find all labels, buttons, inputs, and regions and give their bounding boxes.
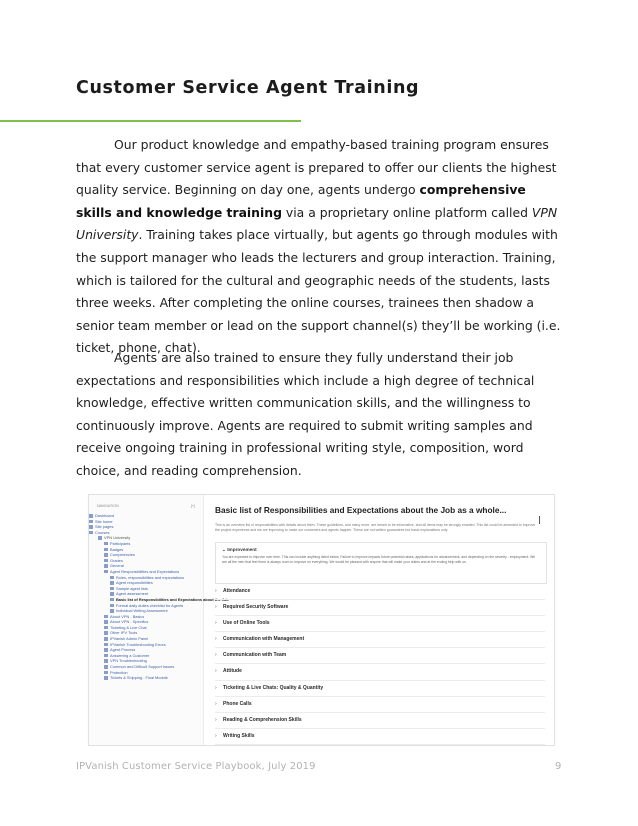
section-row: [215, 632, 545, 648]
nav-item-icon: [104, 659, 108, 663]
nav-item-icon: [110, 581, 114, 585]
page-number: 9: [555, 761, 562, 772]
vpn-university-name: VPN University: [76, 204, 558, 243]
nav-item-icon: [104, 637, 108, 641]
improvement-panel: [215, 542, 547, 584]
navigation-collapse-control: [+]: [190, 504, 195, 508]
nav-item-label: Tickets & Shipping - Final Module: [110, 675, 168, 681]
nav-item-icon: [104, 615, 108, 619]
nav-item-icon: [104, 553, 108, 557]
nav-item-icon: [89, 525, 93, 529]
nav-item-label: Badges: [110, 546, 124, 552]
section-label: Reading & Comprehension Skills: [223, 716, 302, 723]
nav-item-label: Site home: [95, 518, 113, 524]
section-row: [215, 697, 545, 713]
chevron-right-icon: ›: [215, 700, 217, 707]
expectations-paragraph: Agents are also trained to ensure they fully understand their job expectations and responsibilities which include a high degree of technical knowledge, effective written communication skills, and the willingness to continuously improve. Agents are required to submit writing samples and receive ongoing training in professional writing style, composition, word choice, and reading comprehension.: [76, 350, 535, 478]
nav-item-icon: [104, 648, 108, 652]
chevron-right-icon: ›: [215, 732, 217, 739]
nav-item: [89, 675, 203, 681]
course-page-title: Basic list of Responsibilities and Expectations about the Job as a whole...: [215, 505, 507, 515]
section-row: [215, 681, 545, 697]
nav-item-icon: [104, 564, 108, 568]
nav-item-label: Ticketing & Live Chat: [110, 624, 147, 630]
chevron-right-icon: ›: [215, 668, 217, 675]
chevron-right-icon: ›: [215, 652, 217, 659]
nav-item-label: Courses: [95, 529, 110, 535]
p1-text-b: via a proprietary online platform called: [281, 204, 532, 220]
nav-item-icon: [104, 626, 108, 630]
navigation-heading: [97, 504, 195, 508]
navigation-heading-label: NAVIGATION: [97, 504, 119, 508]
chevron-right-icon: ›: [215, 588, 217, 594]
nav-item-label: General: [110, 563, 124, 569]
section-row: [215, 713, 545, 729]
nav-item-label: Individual Writing Assessment: [116, 608, 168, 614]
nav-item-label: Site pages: [95, 524, 114, 530]
section-label: Ticketing & Live Chats: Quality & Quantity: [223, 684, 324, 691]
nav-item-icon: [89, 520, 93, 524]
nav-item-icon: [110, 604, 114, 608]
nav-item-label: Common and Difficult Support Issues: [110, 664, 175, 670]
nav-item-label: VPN University: [104, 535, 131, 541]
title-underline: [0, 120, 301, 122]
p1-text-c: . Training takes place virtually, but agents go through modules with the support manager who leads the lecturers and group interaction. Training, which is tailored for the cultural and geographic needs of the students, lasts three weeks. After completing the online courses, trainees then shadow a senior team member or lead on the support channel(s) they’ll be working (i.e. ticket, phone, chat).: [76, 227, 561, 356]
text-cursor-icon: [539, 516, 544, 524]
chevron-right-icon: ›: [215, 620, 217, 627]
nav-item-label: IPVanish Troubleshooting Errors: [110, 641, 166, 647]
training-paragraph: [76, 134, 562, 360]
nav-item-label: Agent Process: [110, 647, 136, 653]
chevron-right-icon: ›: [215, 636, 217, 643]
nav-item-icon: [104, 548, 108, 552]
nav-item-label: Formal daily duties checklist for Agents: [116, 602, 184, 608]
nav-item-icon: [104, 631, 108, 635]
nav-item-icon: [104, 676, 108, 680]
p1-emphasis: comprehensive skills and knowledge training: [76, 182, 526, 220]
course-screenshot: [88, 494, 555, 746]
nav-item-label: About VPN - Specifics: [110, 619, 149, 625]
nav-item-icon: [110, 592, 114, 596]
section-row: [215, 729, 545, 745]
section-row: [215, 648, 545, 664]
section-label: Phone Calls: [223, 700, 252, 707]
nav-item-icon: [104, 643, 108, 647]
course-content: [207, 495, 554, 745]
improvement-heading-label: Improvement: [227, 547, 257, 552]
nav-item-label: VPN Troubleshooting: [110, 658, 147, 664]
nav-item-icon: [104, 620, 108, 624]
nav-item-label: Other IPV Tools: [110, 630, 138, 636]
course-intro-text: This is an overview list of responsibilities with details about them. These guidelines, and many more, are meant to be informative, and all items may be strongly enacted. This list could be amended to improve the project experience and we are improving to make our customers and agents happier. These are not written guarantees but basic explanations only.: [215, 523, 536, 532]
nav-item-label: About VPN - Basics: [110, 613, 145, 619]
page-title: Customer Service Agent Training: [76, 78, 420, 98]
responsibility-sections: [215, 584, 545, 745]
nav-item-label: Basic list of Responsibilities and Expectations about the Job: [116, 596, 229, 602]
nav-item-label: Participants: [110, 540, 131, 546]
p1-text-a: Our product knowledge and empathy-based training program ensures that every customer service agent is prepared to offer our clients the highest quality service. Beginning on day one, agents undergo: [76, 137, 557, 198]
section-label: Communication with Management: [223, 636, 305, 643]
section-label: Attitude: [223, 668, 242, 675]
nav-item-label: Grades: [110, 557, 123, 563]
chevron-right-icon: ›: [215, 716, 217, 723]
chevron-right-icon: ›: [215, 684, 217, 691]
chevron-right-icon: ›: [215, 604, 217, 611]
section-row: [215, 584, 545, 600]
section-row: [215, 600, 545, 616]
nav-item-label: Roles, responsibilities and expectations: [116, 574, 185, 580]
improvement-text: You are expected to improve over time. This can include anything listed below. Failure to improve impacts future potential raises, applications for advancement, and depending on the severity - employment. We are all the men that feel there is always room to improve on everything. We would be pleased with anyone that will make your duties and at the ending help with us.: [222, 555, 536, 564]
nav-item-icon: [104, 671, 108, 675]
nav-item-icon: [110, 598, 114, 602]
nav-item-icon: [89, 514, 93, 518]
section-label: Use of Online Tools: [223, 620, 270, 627]
nav-item-icon: [110, 587, 114, 591]
section-row: [215, 616, 545, 632]
section-label: Writing Skills: [223, 732, 255, 739]
nav-item-label: Sample agent lists: [116, 585, 148, 591]
section-label: Required Security Software: [223, 604, 289, 611]
nav-item-icon: [104, 570, 108, 574]
nav-item-label: IPVanish Admin Panel: [110, 636, 149, 642]
nav-item-icon: [110, 576, 114, 580]
section-label: Communication with Team: [223, 652, 287, 659]
section-label: Attendance: [223, 588, 251, 594]
nav-item-icon: [104, 665, 108, 669]
nav-item-icon: [104, 542, 108, 546]
nav-item-icon: [98, 536, 102, 540]
course-navigation-sidebar: [89, 495, 229, 745]
section-row: [215, 664, 545, 680]
nav-item-icon: [104, 559, 108, 563]
nav-item-icon: [89, 531, 93, 535]
nav-item-label: Answering a Customer: [110, 652, 150, 658]
nav-item-label: Dashboard: [95, 513, 115, 518]
footer-document-title: IPVanish Customer Service Playbook, July 2019: [76, 761, 316, 772]
nav-item-label: Agent Responsibilities and Expectations: [110, 568, 180, 574]
navigation-list: [89, 513, 229, 681]
nav-item-label: Agent responsibilities: [116, 580, 153, 586]
nav-item-icon: [110, 609, 114, 613]
nav-item-label: Agent assessment: [116, 591, 149, 597]
nav-item-label: Competencies: [110, 552, 135, 558]
improvement-heading: ⌄ Improvement: [222, 547, 257, 552]
nav-item-icon: [104, 654, 108, 658]
nav-item-label: Protection: [110, 669, 128, 675]
